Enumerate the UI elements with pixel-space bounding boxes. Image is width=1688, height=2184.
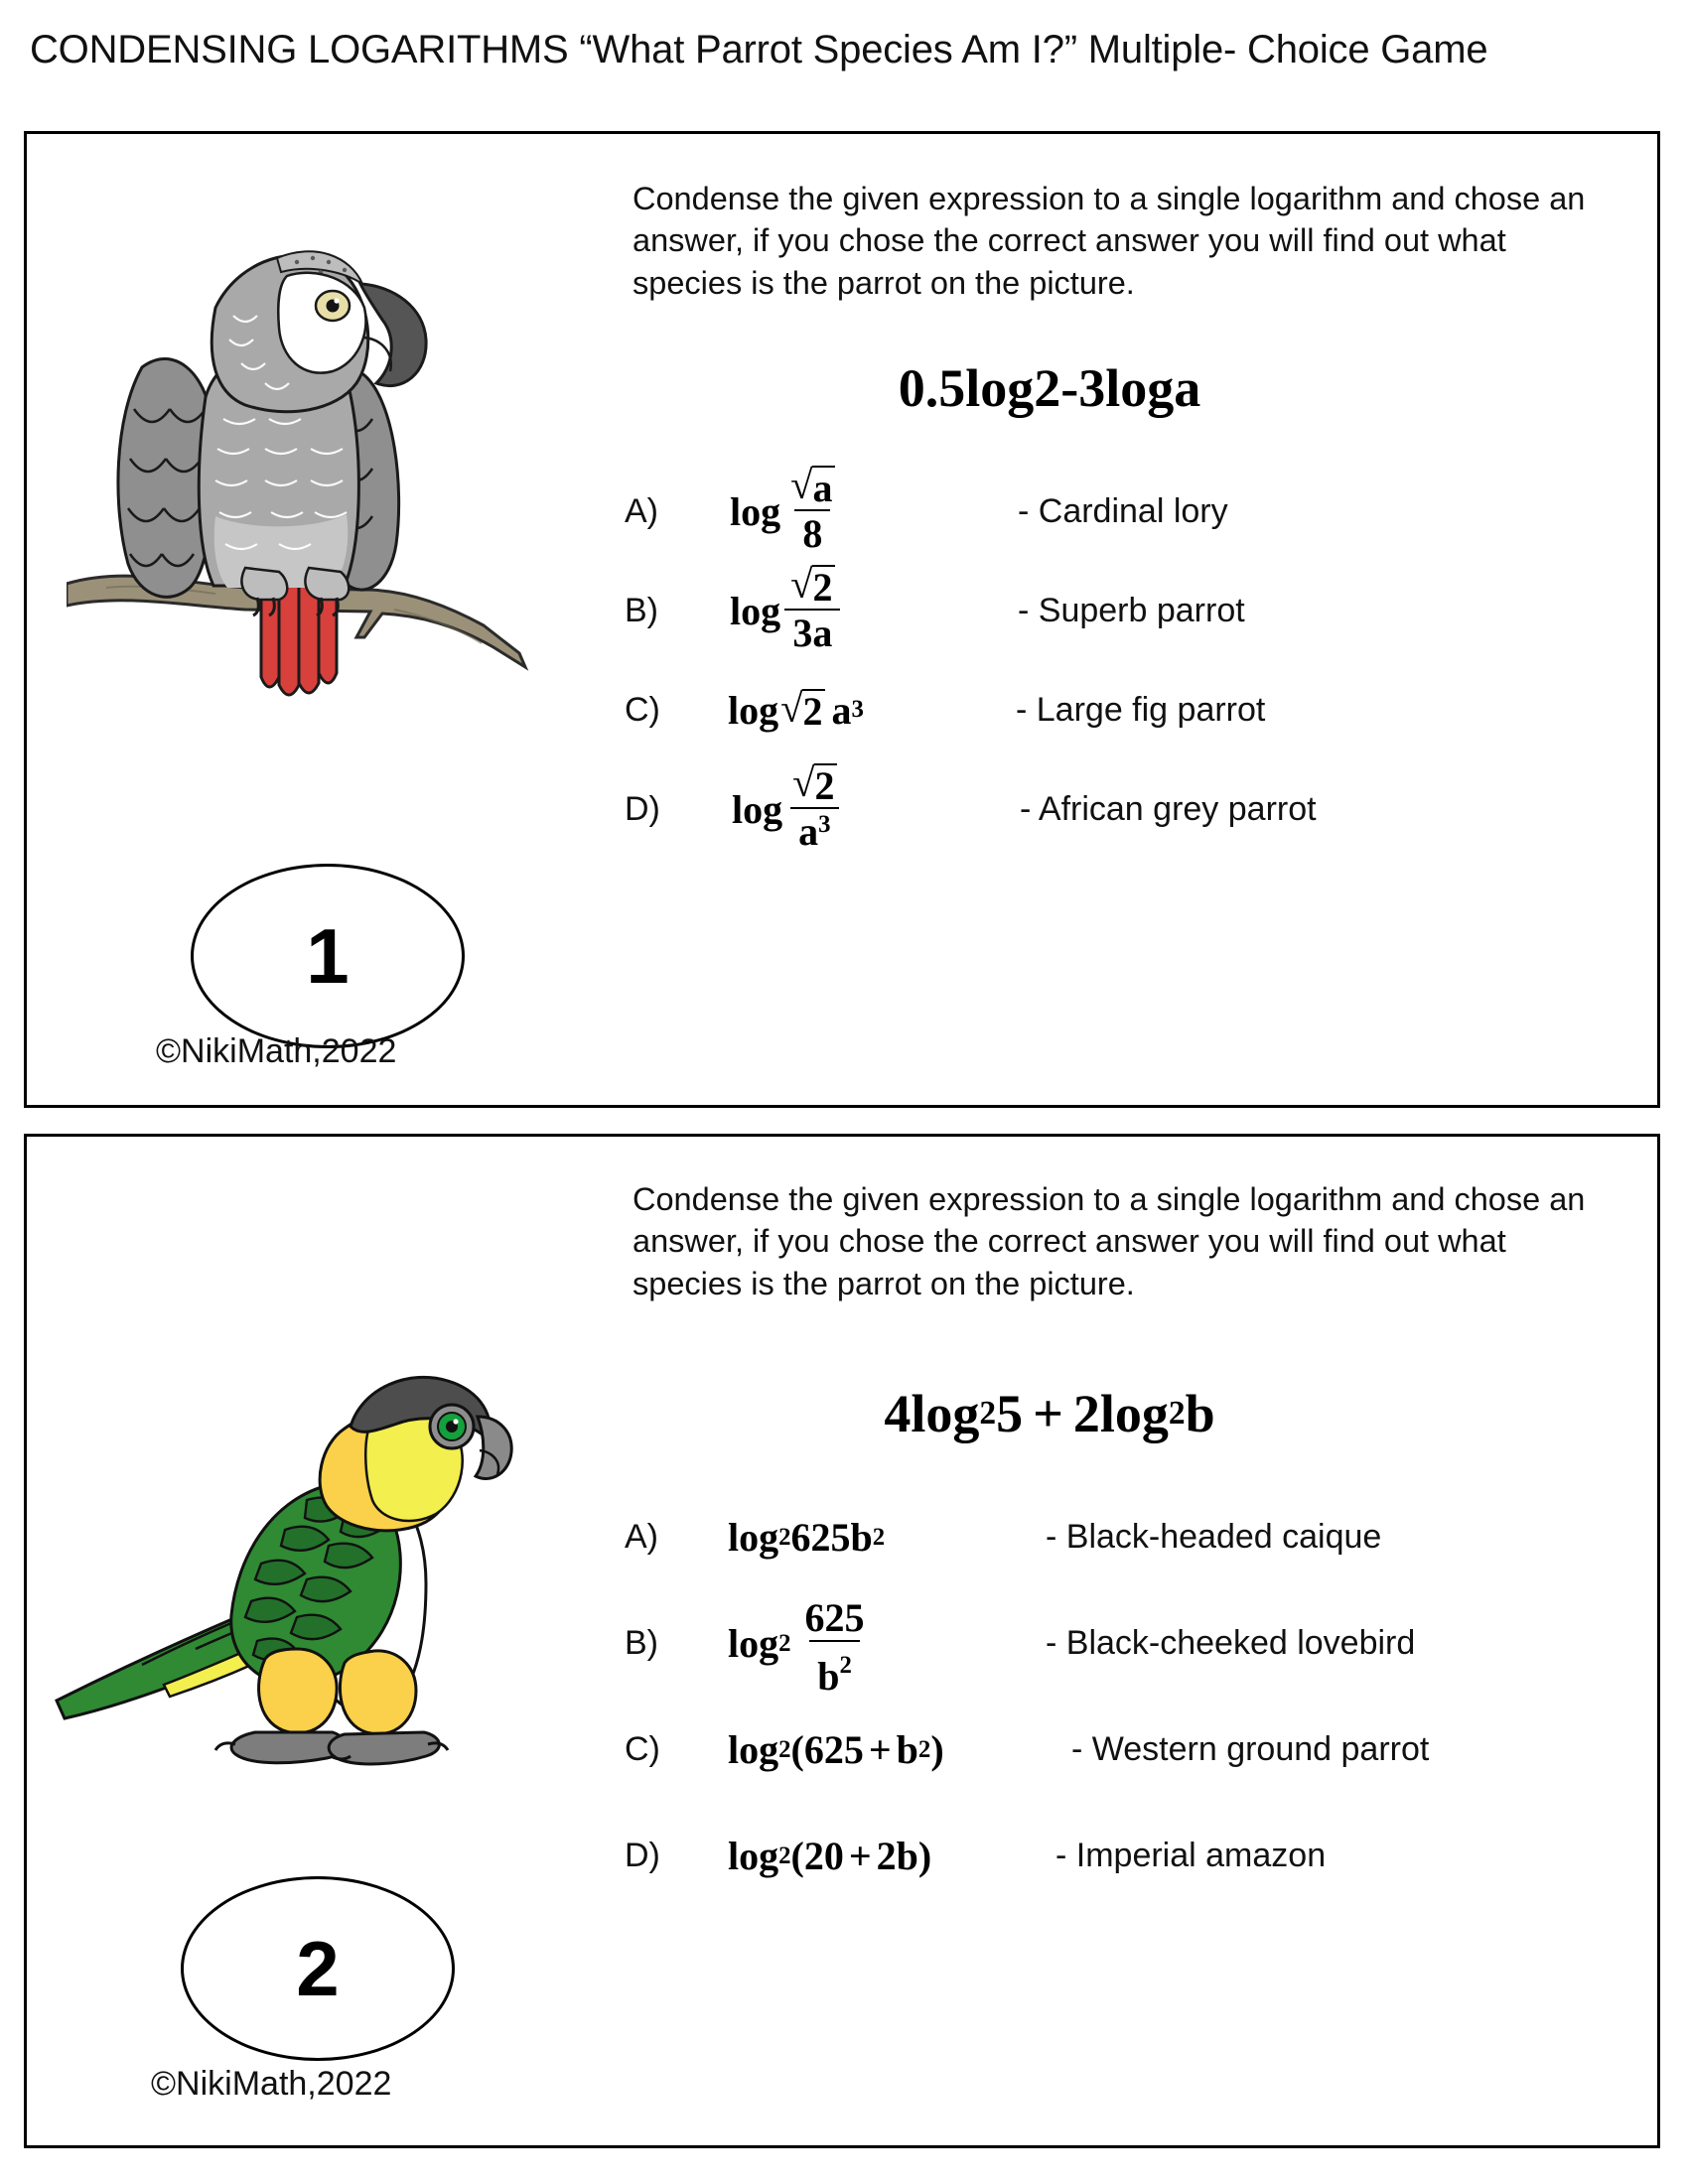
log-token: log <box>728 1727 779 1772</box>
option-letter-d: D) <box>625 789 660 828</box>
answer-option-a[interactable] <box>603 1484 1655 1590</box>
option-letter-a: A) <box>625 1518 658 1556</box>
option-math-d <box>680 759 1020 855</box>
log-base-2: 2 <box>778 1629 791 1657</box>
log-token: log <box>911 1384 980 1443</box>
denominator-b: b <box>817 1654 840 1699</box>
exponent-2: 2 <box>917 1735 931 1763</box>
term-2b: 2b <box>876 1834 918 1878</box>
radical-sign: √ <box>780 685 803 731</box>
beak <box>476 1417 511 1479</box>
option-letter-b: B) <box>625 591 658 629</box>
card-1-illustration-column <box>27 134 603 1105</box>
numerator-625: 625 <box>804 1595 865 1640</box>
log-token: log <box>730 588 781 633</box>
option-letter-c: C) <box>625 1730 660 1768</box>
open-paren: ( <box>790 1834 804 1878</box>
radicand-2: 2 <box>802 688 823 734</box>
answer-options-list <box>603 1484 1655 1909</box>
argument-5: 5 <box>996 1384 1024 1443</box>
beak <box>360 284 426 386</box>
argument-b: b <box>850 1515 873 1560</box>
option-species-d: - Imperial amazon <box>1055 1837 1327 1874</box>
copyright-notice: ©NikiMath,2022 <box>156 1032 397 1070</box>
option-species-b: - Black-cheeked lovebird <box>1046 1624 1416 1662</box>
argument-625: 625 <box>790 1515 851 1560</box>
head <box>211 251 368 411</box>
plus-sign: + <box>868 1727 892 1772</box>
answer-option-c[interactable] <box>603 660 1655 759</box>
radical-sign: √ <box>790 462 813 507</box>
log-token: log <box>732 786 783 832</box>
option-species-c: - Western ground parrot <box>1071 1730 1430 1768</box>
option-math-d <box>680 1833 1055 1879</box>
close-paren: ) <box>917 1834 932 1878</box>
radicand-2: 2 <box>814 762 835 808</box>
log-token: log <box>728 1834 779 1878</box>
plus-sign: + <box>848 1834 872 1878</box>
radical-sign: √ <box>790 561 813 607</box>
card-2-problem-column <box>603 1137 1657 2145</box>
log-token: log <box>728 1621 779 1666</box>
card-1-problem-column <box>603 134 1657 1105</box>
log-base-2: 2 <box>1168 1395 1186 1432</box>
log-base-2: 2 <box>979 1395 997 1432</box>
option-math-a <box>680 1514 1046 1561</box>
answer-option-d[interactable] <box>603 759 1655 859</box>
answer-option-b[interactable] <box>603 561 1655 660</box>
option-math-c <box>680 687 1016 734</box>
option-species-c: - Large fig parrot <box>1016 690 1266 729</box>
log-token: log <box>730 488 781 534</box>
instructions-text: Condense the given expression to a single logarithm and chose an answer, if you chose the correct answer you will find out what species is the parrot on the picture. <box>633 181 1586 301</box>
option-letter-c: C) <box>625 690 660 729</box>
option-math-b <box>680 1595 1046 1699</box>
log-token: log <box>728 1515 779 1560</box>
answer-option-c[interactable] <box>603 1697 1655 1803</box>
african-grey-parrot-illustration <box>67 189 533 705</box>
option-letter-a: A) <box>625 491 658 530</box>
option-species-a: - Cardinal lory <box>1018 491 1228 530</box>
term-b: b <box>896 1727 918 1772</box>
option-species-a: - Black-headed caique <box>1046 1518 1382 1556</box>
denominator-a: a <box>798 808 819 854</box>
question-card-2 <box>24 1134 1660 2148</box>
copyright-notice: ©NikiMath,2022 <box>151 2065 392 2103</box>
option-math-b <box>680 561 1018 656</box>
answer-option-d[interactable] <box>603 1803 1655 1909</box>
close-paren: ) <box>930 1727 944 1772</box>
option-species-d: - African grey parrot <box>1020 789 1317 828</box>
radicand-2: 2 <box>812 564 833 610</box>
log-token: log <box>728 687 779 733</box>
instructions-text: Condense the given expression to a single logarithm and chose an answer, if you chose the correct answer you will find out what species is the parrot on the picture. <box>633 1181 1586 1301</box>
coefficient-4: 4 <box>884 1384 912 1443</box>
term-625: 625 <box>803 1727 864 1772</box>
exponent-2: 2 <box>839 1652 852 1680</box>
question-number-badge <box>191 864 465 1048</box>
option-letter-d: D) <box>625 1837 660 1874</box>
feet <box>215 1732 448 1764</box>
denominator-8: 8 <box>794 509 830 555</box>
exponent-2: 2 <box>872 1523 886 1551</box>
black-headed-caique-illustration <box>47 1335 513 1782</box>
card-2-illustration-column <box>27 1137 603 2145</box>
open-paren: ( <box>790 1727 804 1772</box>
eye <box>430 1405 474 1448</box>
factor-a: a <box>831 687 852 733</box>
option-math-a <box>680 462 1018 557</box>
answer-option-a[interactable] <box>603 462 1655 561</box>
question-number-badge <box>181 1876 455 2061</box>
log-token: log <box>1099 1384 1169 1443</box>
option-species-b: - Superb parrot <box>1018 591 1245 629</box>
logarithm-expression <box>603 1383 1496 1444</box>
option-letter-b: B) <box>625 1624 658 1662</box>
page-title: CONDENSING LOGARITHMS “What Parrot Species Am I?” Multiple- Choice Game <box>30 28 1488 71</box>
answer-option-b[interactable] <box>603 1590 1655 1697</box>
option-math-c <box>680 1726 1071 1773</box>
argument-b: b <box>1185 1384 1215 1443</box>
term-20: 20 <box>803 1834 844 1878</box>
denominator-3a: 3a <box>784 609 840 654</box>
exponent-3: 3 <box>851 696 864 723</box>
radicand-a: a <box>812 465 833 510</box>
log-base-2: 2 <box>778 1523 791 1551</box>
log-base-2: 2 <box>778 1842 791 1869</box>
question-card-1 <box>24 131 1660 1108</box>
log-base-2: 2 <box>778 1735 791 1763</box>
logarithm-expression: 0.5log2-3loga <box>898 358 1201 418</box>
plus-sign: + <box>1033 1384 1063 1443</box>
question-number: 1 <box>306 912 350 1000</box>
coefficient-2: 2 <box>1072 1384 1100 1443</box>
radical-sign: √ <box>792 759 815 805</box>
question-number: 2 <box>296 1925 340 2012</box>
exponent-3: 3 <box>818 810 831 838</box>
answer-options-list <box>603 462 1655 859</box>
